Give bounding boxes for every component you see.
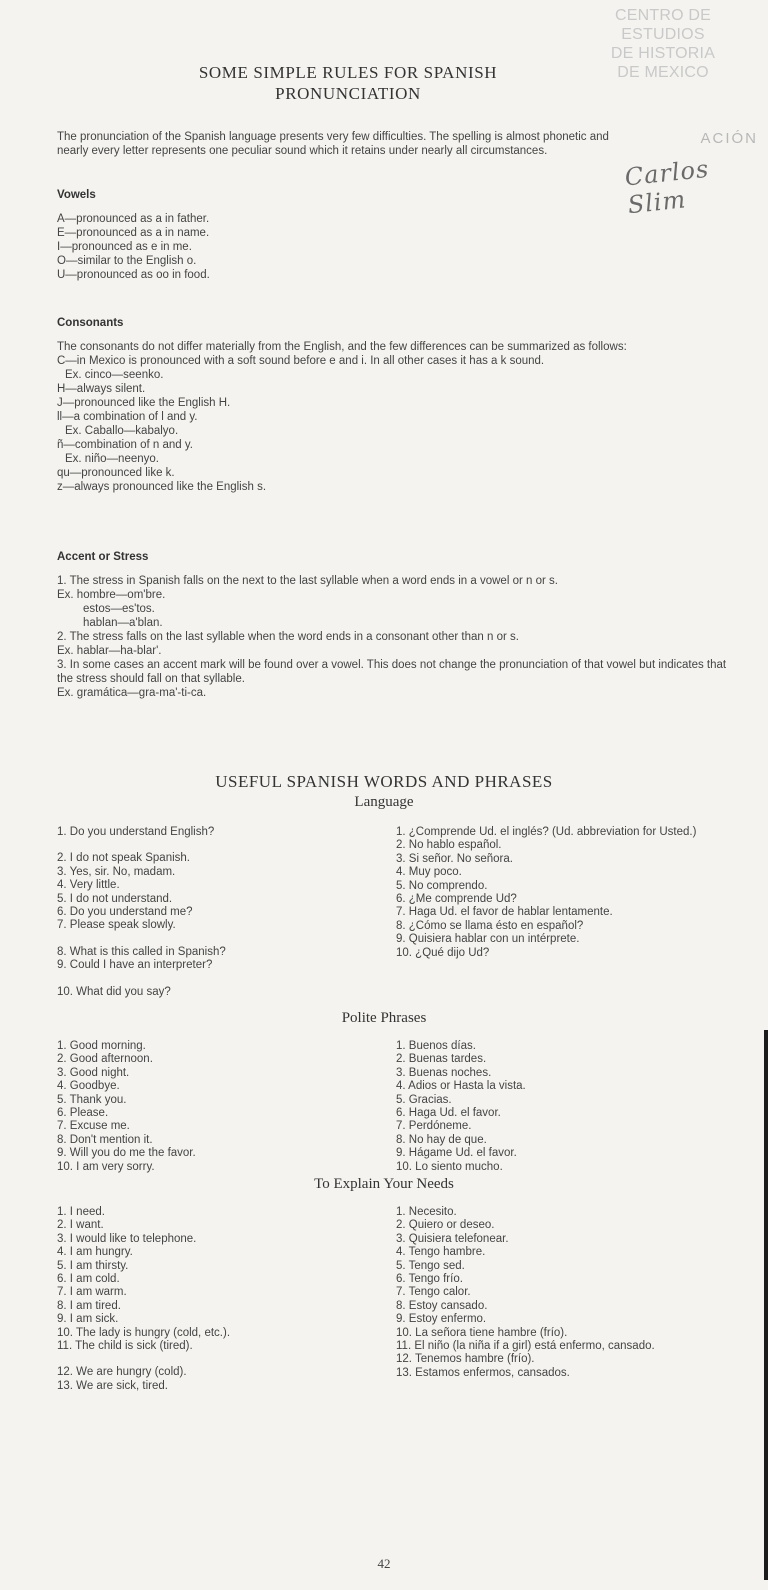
consonant-item: H—always silent. xyxy=(57,383,146,395)
phrase-spanish: 1. Necesito. xyxy=(396,1206,457,1218)
phrase-spanish: 8. ¿Cómo se llama ésto en español? xyxy=(396,919,584,932)
accent-heading: Accent or Stress xyxy=(57,551,149,563)
phrase-english: 7. Excuse me. xyxy=(57,1120,130,1133)
phrase-spanish: 13. Estamos enfermos, cansados. xyxy=(396,1366,570,1379)
phrase-english: 10. I am very sorry. xyxy=(57,1160,155,1173)
phrase-english: 6. Please. xyxy=(57,1107,109,1120)
phrase-english: 5. Thank you. xyxy=(57,1093,127,1106)
phrase-english: 3. I would like to telephone. xyxy=(57,1232,197,1245)
phrase-english: 7. Please speak slowly. xyxy=(57,919,176,932)
accent-rule-2: 2. The stress falls on the last syllable when the word ends in a consonant other than n or s. xyxy=(57,631,519,643)
phrase-spanish: 6. Haga Ud. el favor. xyxy=(396,1107,501,1120)
phrase-spanish: 4. Muy poco. xyxy=(396,866,462,879)
intro-text: The pronunciation of the Spanish language presents very few difficulties. The spelling is almost phonetic and nearly every letter represents one peculiar sound which it retains under nearly all circumstances. xyxy=(57,131,609,157)
title-line-2: PRONUNCIATION xyxy=(275,84,421,103)
phrase-english: 13. We are sick, tired. xyxy=(57,1379,168,1392)
accent-rule-3: 3. In some cases an accent mark will be found over a vowel. This does not change the pronunciation of that vowel but indicates that the stress should fall on that syllable. xyxy=(57,659,727,685)
phrase-spanish: 10. ¿Qué dijo Ud? xyxy=(396,946,490,959)
phrase-spanish: 5. Gracias. xyxy=(396,1093,452,1106)
phrase-spanish: 1. ¿Comprende Ud. el inglés? (Ud. abbreviation for Usted.) xyxy=(396,826,697,838)
consonant-example: Ex. niño—neenyo. xyxy=(65,453,159,465)
phrase-spanish: 2. Buenas tardes. xyxy=(396,1053,487,1066)
phrase-spanish: 8. No hay de que. xyxy=(396,1133,487,1146)
accent-section xyxy=(57,550,729,700)
consonant-item: qu—pronounced like k. xyxy=(57,467,175,479)
phrase-spanish: 1. Buenos días. xyxy=(396,1040,476,1052)
polite-spanish-column xyxy=(396,1040,726,1174)
language-english-column xyxy=(57,826,387,999)
accent-example: estos—es'tos. xyxy=(83,603,155,615)
phrase-english: 12. We are hungry (cold). xyxy=(57,1366,187,1379)
handwritten-signature: Carlos Slim xyxy=(623,154,711,220)
consonants-heading: Consonants xyxy=(57,317,124,329)
phrase-spanish: 5. Tengo sed. xyxy=(396,1259,465,1272)
polite-english-column xyxy=(57,1040,387,1174)
page-number: 42 xyxy=(377,1556,391,1571)
vowels-section xyxy=(57,188,729,282)
phrase-spanish: 3. Buenas noches. xyxy=(396,1066,492,1079)
phrase-spanish: 7. Tengo calor. xyxy=(396,1286,471,1299)
consonants-intro: The consonants do not differ materially from the English, and the few differences can be summarized as follows: xyxy=(57,341,627,353)
consonant-item: J—pronounced like the English H. xyxy=(57,397,231,409)
phrase-english: 3. Yes, sir. No, madam. xyxy=(57,865,176,878)
vowel-item: O—similar to the English o. xyxy=(57,255,197,267)
phrase-spanish: 6. Tengo frío. xyxy=(396,1273,463,1286)
consonant-item: C—in Mexico is pronounced with a soft sound before e and i. In all other cases it has a k sound. xyxy=(57,355,545,367)
phrase-spanish: 10. La señora tiene hambre (frío). xyxy=(396,1326,568,1339)
consonant-item: z—always pronounced like the English s. xyxy=(57,481,267,493)
phrase-english: 6. Do you understand me? xyxy=(57,906,193,919)
accent-example: Ex. hablar—ha-blar'. xyxy=(57,645,162,657)
page-title xyxy=(168,62,528,104)
phrase-english: 1. Do you understand English? xyxy=(57,826,215,838)
consonant-item: ñ—combination of n and y. xyxy=(57,439,193,451)
vowels-heading: Vowels xyxy=(57,189,96,201)
language-subtitle: Language xyxy=(354,794,414,810)
accent-example: Ex. hombre—om'bre. xyxy=(57,589,166,601)
archive-stamp xyxy=(588,6,738,82)
title-line-1: SOME SIMPLE RULES FOR SPANISH xyxy=(198,63,498,82)
phrase-english: 8. I am tired. xyxy=(57,1299,121,1312)
polite-title: Polite Phrases xyxy=(341,1010,427,1026)
phrase-spanish: 9. Quisiera hablar con un intérprete. xyxy=(396,933,580,946)
phrase-english: 4. Goodbye. xyxy=(57,1080,120,1093)
phrase-english: 2. Good afternoon. xyxy=(57,1053,153,1066)
phrase-english: 8. Don't mention it. xyxy=(57,1133,153,1146)
phrase-english: 3. Good night. xyxy=(57,1066,130,1079)
phrase-spanish: 10. Lo siento mucho. xyxy=(396,1160,503,1173)
stamp-line: CENTRO DE xyxy=(614,7,712,24)
phrase-english: 9. Will you do me the favor. xyxy=(57,1147,196,1160)
phrase-english: 10. What did you say? xyxy=(57,985,171,998)
phrase-english: 4. Very little. xyxy=(57,879,120,892)
stamp-line: DE HISTORIA xyxy=(610,45,716,62)
phrase-spanish: 2. Quiero or deseo. xyxy=(396,1219,495,1232)
intro-paragraph xyxy=(57,130,617,158)
phrase-english: 7. I am warm. xyxy=(57,1286,127,1299)
phrase-spanish: 3. Si señor. No señora. xyxy=(396,852,513,865)
phrase-spanish: 2. No hablo español. xyxy=(396,839,502,852)
needs-title: To Explain Your Needs xyxy=(314,1176,454,1192)
phrase-english: 11. The child is sick (tired). xyxy=(57,1340,193,1353)
phrase-english: 9. I am sick. xyxy=(57,1313,119,1326)
consonants-section xyxy=(57,316,729,494)
phrase-english: 8. What is this called in Spanish? xyxy=(57,945,226,958)
phrase-spanish: 8. Estoy cansado. xyxy=(396,1299,488,1312)
accent-example: Ex. gramática—gra-ma'-ti-ca. xyxy=(57,687,207,699)
phrase-spanish: 4. Adios or Hasta la vista. xyxy=(396,1080,526,1093)
phrase-spanish: 7. Haga Ud. el favor de hablar lentamente. xyxy=(396,906,613,919)
phrase-english: 1. I need. xyxy=(57,1206,105,1218)
useful-title: USEFUL SPANISH WORDS AND PHRASES xyxy=(215,772,553,791)
phrase-spanish: 9. Hágame Ud. el favor. xyxy=(396,1147,517,1160)
vowel-item: U—pronounced as oo in food. xyxy=(57,269,210,281)
consonant-item: ll—a combination of l and y. xyxy=(57,411,198,423)
accent-rule-1: 1. The stress in Spanish falls on the next to the last syllable when a word ends in a vowel or n or s. xyxy=(57,575,558,587)
phrase-english: 9. Could I have an interpreter? xyxy=(57,959,213,972)
scan-edge-shadow xyxy=(764,1030,768,1580)
stamp-extra: ACIÓN xyxy=(700,130,758,147)
needs-spanish-column xyxy=(396,1206,726,1380)
phrase-english: 2. I do not speak Spanish. xyxy=(57,852,190,865)
phrase-spanish: 12. Tenemos hambre (frío). xyxy=(396,1353,535,1366)
phrase-english: 5. I do not understand. xyxy=(57,892,173,905)
phrase-spanish: 5. No comprendo. xyxy=(396,879,488,892)
phrase-spanish: 3. Quisiera telefonear. xyxy=(396,1232,509,1245)
phrase-spanish: 7. Perdóneme. xyxy=(396,1120,472,1133)
consonant-example: Ex. cinco—seenko. xyxy=(65,369,164,381)
phrase-spanish: 11. El niño (la niña if a girl) está enfermo, cansado. xyxy=(396,1340,655,1353)
vowel-item: I—pronounced as e in me. xyxy=(57,241,192,253)
phrase-english: 1. Good morning. xyxy=(57,1040,146,1052)
stamp-line: ESTUDIOS xyxy=(621,26,705,43)
language-spanish-column xyxy=(396,826,726,960)
stamp-line: DE MEXICO xyxy=(617,64,709,81)
accent-example: hablan—a'blan. xyxy=(83,617,163,629)
phrase-spanish: 9. Estoy enfermo. xyxy=(396,1313,487,1326)
phrase-english: 10. The lady is hungry (cold, etc.). xyxy=(57,1326,231,1339)
phrase-english: 6. I am cold. xyxy=(57,1273,120,1286)
phrase-english: 5. I am thirsty. xyxy=(57,1259,129,1272)
vowel-item: E—pronounced as a in name. xyxy=(57,227,210,239)
needs-english-column xyxy=(57,1206,387,1393)
phrase-spanish: 6. ¿Me comprende Ud? xyxy=(396,893,517,906)
consonant-example: Ex. Caballo—kabalyo. xyxy=(65,425,179,437)
phrase-spanish: 4. Tengo hambre. xyxy=(396,1246,486,1259)
phrase-english: 4. I am hungry. xyxy=(57,1246,133,1259)
vowel-item: A—pronounced as a in father. xyxy=(57,213,210,225)
phrase-english: 2. I want. xyxy=(57,1219,104,1232)
